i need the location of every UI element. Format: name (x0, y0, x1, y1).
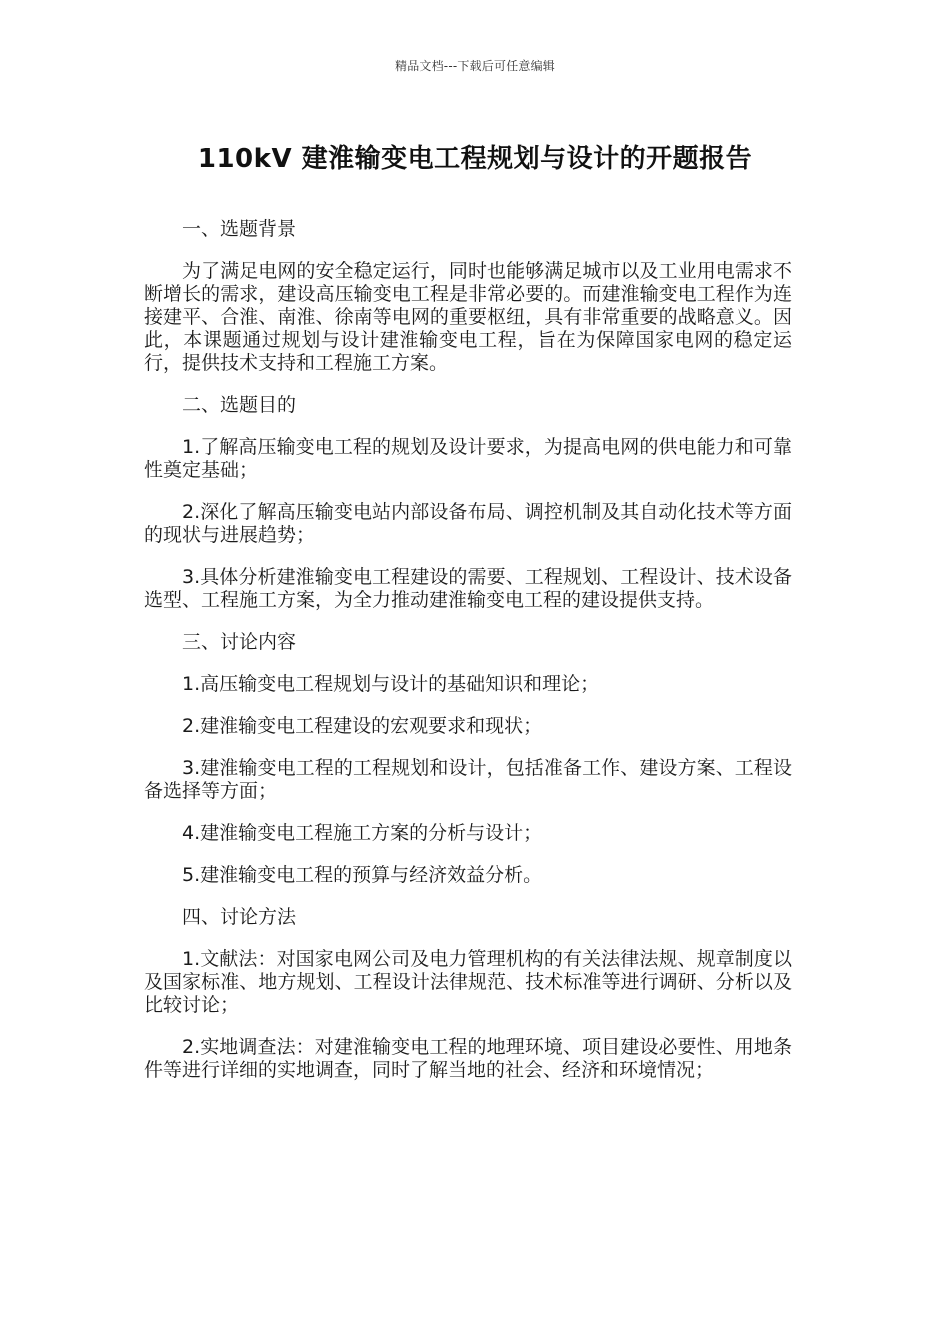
purpose-item-2: 2.深化了解高压输变电站内部设备布局、调控机制及其自动化技术等方面的现状与进展趋势； (144, 501, 792, 546)
section-heading-purpose: 二、选题目的 (182, 394, 297, 416)
section-heading-content: 三、讨论内容 (182, 631, 297, 653)
header-note: 精品文档---下载后可任意编辑 (395, 59, 555, 73)
content-item-4: 4.建淮输变电工程施工方案的分析与设计； (182, 822, 543, 844)
document-body (144, 218, 792, 1101)
method-item-1: 1.文献法：对国家电网公司及电力管理机构的有关法律法规、规章制度以及国家标准、地方规划、工程设计法律规范、技术标准等进行调研、分析以及比较讨论； (144, 948, 792, 1016)
document-title: 110kV 建淮输变电工程规划与设计的开题报告 (197, 144, 753, 174)
purpose-item-1: 1.了解高压输变电工程的规划及设计要求，为提高电网的供电能力和可靠性奠定基础； (144, 436, 792, 481)
content-item-2: 2.建淮输变电工程建设的宏观要求和现状； (182, 715, 543, 737)
background-paragraph: 为了满足电网的安全稳定运行，同时也能够满足城市以及工业用电需求不断增长的需求，建设高压输变电工程是非常必要的。而建淮输变电工程作为连接建平、合淮、南淮、徐南等电网的重要枢纽，具有非常重要的战略意义。因此，本课题通过规划与设计建淮输变电工程，旨在为保障国家电网的稳定运行，提供技术支持和工程施工方案。 (144, 260, 792, 374)
method-item-2: 2.实地调查法：对建淮输变电工程的地理环境、项目建设必要性、用地条件等进行详细的实地调查，同时了解当地的社会、经济和环境情况； (144, 1036, 792, 1081)
content-item-3: 3.建淮输变电工程的工程规划和设计，包括准备工作、建设方案、工程设备选择等方面； (144, 757, 792, 802)
content-item-1: 1.高压输变电工程规划与设计的基础知识和理论； (182, 673, 600, 695)
section-heading-background: 一、选题背景 (182, 218, 297, 240)
purpose-item-3: 3.具体分析建淮输变电工程建设的需要、工程规划、工程设计、技术设备选型、工程施工方案，为全力推动建淮输变电工程的建设提供支持。 (144, 566, 792, 611)
section-heading-methods: 四、讨论方法 (182, 906, 297, 928)
content-item-5: 5.建淮输变电工程的预算与经济效益分析。 (182, 864, 543, 886)
